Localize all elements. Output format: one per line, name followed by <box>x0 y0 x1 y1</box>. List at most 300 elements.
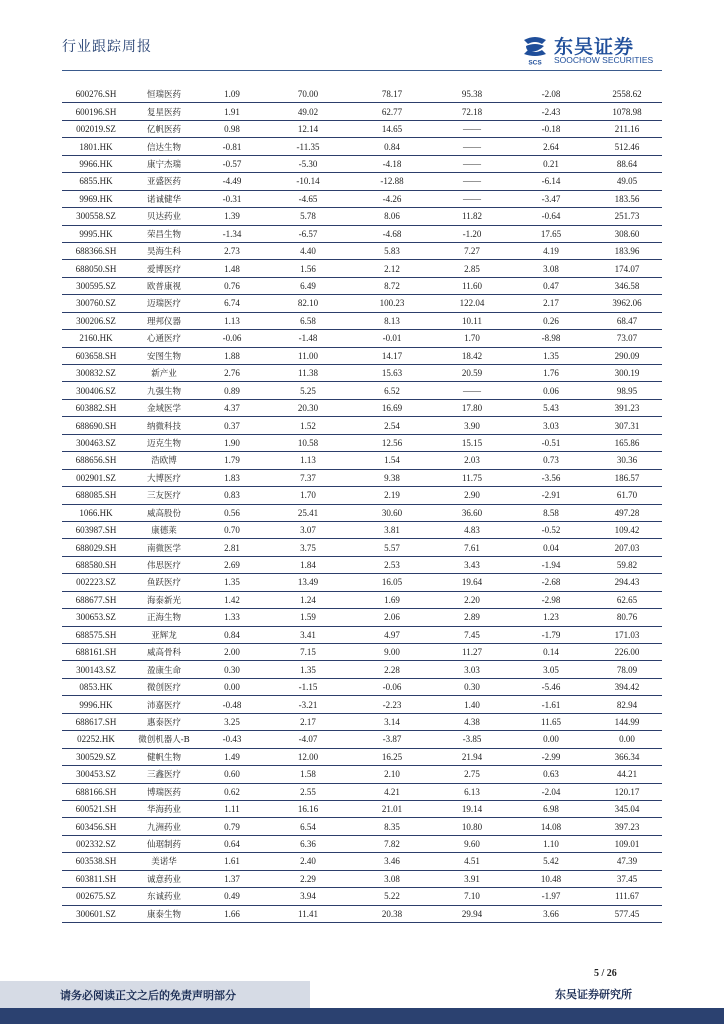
value-cell: 20.30 <box>266 399 350 416</box>
value-cell: 0.06 <box>510 382 592 399</box>
institute-name: 东吴证券研究所 <box>555 988 632 1001</box>
value-cell: -0.01 <box>350 330 434 347</box>
value-cell: 1.70 <box>266 487 350 504</box>
value-cell: 2558.62 <box>592 86 662 103</box>
value-cell: 7.82 <box>350 835 434 852</box>
value-cell: 3.05 <box>510 661 592 678</box>
company-name-cell: 康德莱 <box>130 521 198 538</box>
value-cell: 6.98 <box>510 800 592 817</box>
stock-code-cell: 688617.SH <box>62 713 130 730</box>
value-cell: -2.68 <box>510 574 592 591</box>
value-cell: 3.91 <box>434 870 510 887</box>
value-cell: 290.09 <box>592 347 662 364</box>
table-row <box>62 365 662 382</box>
value-cell: 11.00 <box>266 347 350 364</box>
table-row <box>62 644 662 661</box>
value-cell: 211.16 <box>592 120 662 137</box>
table-row <box>62 870 662 887</box>
value-cell: -8.98 <box>510 330 592 347</box>
value-cell: -0.06 <box>198 330 266 347</box>
table-row <box>62 452 662 469</box>
value-cell: 11.65 <box>510 713 592 730</box>
value-cell: 391.23 <box>592 399 662 416</box>
page-header <box>62 34 662 66</box>
stock-code-cell: 603456.SH <box>62 818 130 835</box>
value-cell: 25.41 <box>266 504 350 521</box>
value-cell: 2.69 <box>198 556 266 573</box>
value-cell: 20.59 <box>434 365 510 382</box>
value-cell: -1.48 <box>266 330 350 347</box>
value-cell: 1.76 <box>510 365 592 382</box>
company-name-cell: 纳微科技 <box>130 417 198 434</box>
value-cell: 2.64 <box>510 138 592 155</box>
table-row <box>62 295 662 312</box>
stock-code-cell: 688166.SH <box>62 783 130 800</box>
value-cell: 1.23 <box>510 609 592 626</box>
table-row <box>62 190 662 207</box>
value-cell: 0.60 <box>198 766 266 783</box>
stock-code-cell: 688656.SH <box>62 452 130 469</box>
value-cell: 6.74 <box>198 295 266 312</box>
table-row <box>62 103 662 120</box>
value-cell: 2.12 <box>350 260 434 277</box>
stock-code-cell: 6855.HK <box>62 173 130 190</box>
value-cell: 2.10 <box>350 766 434 783</box>
value-cell: —— <box>434 120 510 137</box>
value-cell: 11.75 <box>434 469 510 486</box>
value-cell: 1.48 <box>198 260 266 277</box>
value-cell: 37.45 <box>592 870 662 887</box>
stock-code-cell: 300143.SZ <box>62 661 130 678</box>
value-cell: 307.31 <box>592 417 662 434</box>
value-cell: 512.46 <box>592 138 662 155</box>
company-name-cell: 亚盛医药 <box>130 173 198 190</box>
value-cell: 11.41 <box>266 905 350 922</box>
table-row <box>62 469 662 486</box>
value-cell: -4.26 <box>350 190 434 207</box>
stock-code-cell: 300463.SZ <box>62 434 130 451</box>
stock-code-cell: 300558.SZ <box>62 208 130 225</box>
value-cell: —— <box>434 173 510 190</box>
value-cell: 3.25 <box>198 713 266 730</box>
value-cell: -0.64 <box>510 208 592 225</box>
value-cell: 4.38 <box>434 713 510 730</box>
value-cell: 2.54 <box>350 417 434 434</box>
value-cell: 5.43 <box>510 399 592 416</box>
value-cell: -0.57 <box>198 155 266 172</box>
stock-code-cell: 300601.SZ <box>62 905 130 922</box>
footer-disclaimer-box <box>0 981 310 1008</box>
value-cell: 0.98 <box>198 120 266 137</box>
value-cell: 11.27 <box>434 644 510 661</box>
value-cell: -1.94 <box>510 556 592 573</box>
value-cell: 14.65 <box>350 120 434 137</box>
table-row <box>62 434 662 451</box>
stock-valuation-table <box>62 86 662 923</box>
stock-code-cell: 300760.SZ <box>62 295 130 312</box>
value-cell: 171.03 <box>592 626 662 643</box>
value-cell: 78.17 <box>350 86 434 103</box>
value-cell: 0.79 <box>198 818 266 835</box>
value-cell: 2.40 <box>266 853 350 870</box>
value-cell: 6.36 <box>266 835 350 852</box>
table-row <box>62 330 662 347</box>
company-name-cell: 九强生物 <box>130 382 198 399</box>
value-cell: 1078.98 <box>592 103 662 120</box>
value-cell: 122.04 <box>434 295 510 312</box>
table-row <box>62 661 662 678</box>
company-name-cell: 微创机器人-B <box>130 731 198 748</box>
stock-code-cell: 002901.SZ <box>62 469 130 486</box>
value-cell: 3962.06 <box>592 295 662 312</box>
value-cell: -2.98 <box>510 591 592 608</box>
value-cell: 3.03 <box>510 417 592 434</box>
value-cell: 207.03 <box>592 539 662 556</box>
value-cell: 1.52 <box>266 417 350 434</box>
stock-code-cell: 02252.HK <box>62 731 130 748</box>
value-cell: 5.42 <box>510 853 592 870</box>
value-cell: 0.00 <box>510 731 592 748</box>
value-cell: 2.55 <box>266 783 350 800</box>
value-cell: 7.27 <box>434 242 510 259</box>
value-cell: -1.15 <box>266 678 350 695</box>
value-cell: 8.58 <box>510 504 592 521</box>
company-name-cell: 九洲药业 <box>130 818 198 835</box>
company-name-cell: 南微医学 <box>130 539 198 556</box>
logo-abbr-text: SCS <box>528 59 542 66</box>
value-cell: 186.57 <box>592 469 662 486</box>
value-cell: 3.66 <box>510 905 592 922</box>
value-cell: 0.89 <box>198 382 266 399</box>
company-name-cell: 威高骨科 <box>130 644 198 661</box>
value-cell: -3.56 <box>510 469 592 486</box>
value-cell: 18.42 <box>434 347 510 364</box>
value-cell: 1.66 <box>198 905 266 922</box>
company-name-cell: 理邦仪器 <box>130 312 198 329</box>
company-name-cell: 三鑫医疗 <box>130 766 198 783</box>
value-cell: 0.37 <box>198 417 266 434</box>
value-cell: 1.49 <box>198 748 266 765</box>
soochow-logo-icon <box>520 34 550 66</box>
value-cell: 2.73 <box>198 242 266 259</box>
value-cell: -0.51 <box>510 434 592 451</box>
table-row <box>62 678 662 695</box>
stock-code-cell: 603987.SH <box>62 521 130 538</box>
table-row <box>62 539 662 556</box>
company-name-cell: 安图生物 <box>130 347 198 364</box>
company-name-cell: 惠泰医疗 <box>130 713 198 730</box>
value-cell: 8.72 <box>350 277 434 294</box>
value-cell: 294.43 <box>592 574 662 591</box>
table-row <box>62 591 662 608</box>
value-cell: 1.59 <box>266 609 350 626</box>
logo-chinese-name: 东吴证券 <box>554 36 635 58</box>
stock-code-cell: 300653.SZ <box>62 609 130 626</box>
value-cell: 10.58 <box>266 434 350 451</box>
value-cell: 1.83 <box>198 469 266 486</box>
value-cell: 82.94 <box>592 696 662 713</box>
value-cell: 346.58 <box>592 277 662 294</box>
value-cell: -2.04 <box>510 783 592 800</box>
value-cell: 1.56 <box>266 260 350 277</box>
value-cell: 120.17 <box>592 783 662 800</box>
stock-code-cell: 300406.SZ <box>62 382 130 399</box>
value-cell: 8.13 <box>350 312 434 329</box>
table-row <box>62 888 662 905</box>
value-cell: -3.85 <box>434 731 510 748</box>
value-cell: 1.40 <box>434 696 510 713</box>
company-name-cell: 美诺华 <box>130 853 198 870</box>
value-cell: 49.05 <box>592 173 662 190</box>
value-cell: 1.58 <box>266 766 350 783</box>
table-row <box>62 609 662 626</box>
value-cell: 9.00 <box>350 644 434 661</box>
value-cell: 0.63 <box>510 766 592 783</box>
value-cell: 1.88 <box>198 347 266 364</box>
value-cell: -0.43 <box>198 731 266 748</box>
value-cell: 2.19 <box>350 487 434 504</box>
company-name-cell: 健帆生物 <box>130 748 198 765</box>
value-cell: 2.17 <box>510 295 592 312</box>
table-row <box>62 800 662 817</box>
stock-code-cell: 002332.SZ <box>62 835 130 852</box>
logo-english-name: SOOCHOW SECURITIES <box>554 55 654 65</box>
company-name-cell: 沛嘉医疗 <box>130 696 198 713</box>
value-cell: —— <box>434 190 510 207</box>
stock-code-cell: 603658.SH <box>62 347 130 364</box>
value-cell: 1.69 <box>350 591 434 608</box>
value-cell: 3.75 <box>266 539 350 556</box>
value-cell: 0.73 <box>510 452 592 469</box>
value-cell: 1.09 <box>198 86 266 103</box>
value-cell: -4.49 <box>198 173 266 190</box>
stock-code-cell: 9995.HK <box>62 225 130 242</box>
table-row <box>62 487 662 504</box>
value-cell: 80.76 <box>592 609 662 626</box>
value-cell: 1.35 <box>198 574 266 591</box>
stock-code-cell: 688029.SH <box>62 539 130 556</box>
value-cell: 109.01 <box>592 835 662 852</box>
value-cell: 6.49 <box>266 277 350 294</box>
value-cell: 4.97 <box>350 626 434 643</box>
value-cell: 144.99 <box>592 713 662 730</box>
value-cell: 0.62 <box>198 783 266 800</box>
value-cell: 0.30 <box>434 678 510 695</box>
value-cell: 4.40 <box>266 242 350 259</box>
value-cell: 3.90 <box>434 417 510 434</box>
value-cell: -0.52 <box>510 521 592 538</box>
value-cell: 14.17 <box>350 347 434 364</box>
value-cell: 0.30 <box>198 661 266 678</box>
value-cell: 12.14 <box>266 120 350 137</box>
value-cell: 21.01 <box>350 800 434 817</box>
value-cell: —— <box>434 382 510 399</box>
value-cell: -2.08 <box>510 86 592 103</box>
table-row <box>62 626 662 643</box>
value-cell: 11.38 <box>266 365 350 382</box>
company-name-cell: 三友医疗 <box>130 487 198 504</box>
company-name-cell: 浩欧博 <box>130 452 198 469</box>
value-cell: 11.60 <box>434 277 510 294</box>
value-cell: 111.67 <box>592 888 662 905</box>
value-cell: -1.61 <box>510 696 592 713</box>
value-cell: 12.00 <box>266 748 350 765</box>
stock-code-cell: 688366.SH <box>62 242 130 259</box>
company-name-cell: 金域医学 <box>130 399 198 416</box>
value-cell: 0.14 <box>510 644 592 661</box>
value-cell: -5.46 <box>510 678 592 695</box>
value-cell: 2.03 <box>434 452 510 469</box>
value-cell: 2.06 <box>350 609 434 626</box>
value-cell: 4.21 <box>350 783 434 800</box>
stock-code-cell: 688050.SH <box>62 260 130 277</box>
company-name-cell: 微创医疗 <box>130 678 198 695</box>
value-cell: -6.57 <box>266 225 350 242</box>
company-name-cell: 康泰生物 <box>130 905 198 922</box>
value-cell: 7.10 <box>434 888 510 905</box>
table-row <box>62 731 662 748</box>
company-name-cell: 信达生物 <box>130 138 198 155</box>
value-cell: 14.08 <box>510 818 592 835</box>
value-cell: 17.80 <box>434 399 510 416</box>
table-row <box>62 173 662 190</box>
company-name-cell: 亿帆医药 <box>130 120 198 137</box>
value-cell: 6.13 <box>434 783 510 800</box>
stock-code-cell: 300529.SZ <box>62 748 130 765</box>
value-cell: 1.39 <box>198 208 266 225</box>
company-name-cell: 欧普康视 <box>130 277 198 294</box>
value-cell: 2.85 <box>434 260 510 277</box>
value-cell: 1.79 <box>198 452 266 469</box>
stock-code-cell: 1066.HK <box>62 504 130 521</box>
stock-code-cell: 9966.HK <box>62 155 130 172</box>
table-row <box>62 277 662 294</box>
value-cell: 397.23 <box>592 818 662 835</box>
value-cell: 82.10 <box>266 295 350 312</box>
company-name-cell: 诚意药业 <box>130 870 198 887</box>
value-cell: 73.07 <box>592 330 662 347</box>
stock-code-cell: 300206.SZ <box>62 312 130 329</box>
value-cell: -5.30 <box>266 155 350 172</box>
value-cell: -0.81 <box>198 138 266 155</box>
value-cell: 0.26 <box>510 312 592 329</box>
value-cell: 7.45 <box>434 626 510 643</box>
value-cell: —— <box>434 138 510 155</box>
company-name-cell: 昊海生科 <box>130 242 198 259</box>
value-cell: 9.38 <box>350 469 434 486</box>
value-cell: 6.54 <box>266 818 350 835</box>
value-cell: 577.45 <box>592 905 662 922</box>
value-cell: 183.96 <box>592 242 662 259</box>
value-cell: 4.19 <box>510 242 592 259</box>
company-name-cell: 荣昌生物 <box>130 225 198 242</box>
value-cell: 2.17 <box>266 713 350 730</box>
value-cell: 1.84 <box>266 556 350 573</box>
company-name-cell: 迈克生物 <box>130 434 198 451</box>
company-logo <box>520 34 662 66</box>
value-cell: 497.28 <box>592 504 662 521</box>
table-body <box>62 86 662 923</box>
value-cell: 3.43 <box>434 556 510 573</box>
value-cell: 30.36 <box>592 452 662 469</box>
page-number: 5 / 26 <box>594 968 617 979</box>
company-name-cell: 诺诚健华 <box>130 190 198 207</box>
table-row <box>62 399 662 416</box>
value-cell: 5.25 <box>266 382 350 399</box>
value-cell: 1.37 <box>198 870 266 887</box>
stock-code-cell: 688690.SH <box>62 417 130 434</box>
value-cell: —— <box>434 155 510 172</box>
value-cell: -2.43 <box>510 103 592 120</box>
value-cell: 44.21 <box>592 766 662 783</box>
value-cell: 4.51 <box>434 853 510 870</box>
value-cell: 251.73 <box>592 208 662 225</box>
value-cell: 88.64 <box>592 155 662 172</box>
value-cell: 2.81 <box>198 539 266 556</box>
table-row <box>62 208 662 225</box>
value-cell: 5.57 <box>350 539 434 556</box>
value-cell: 6.58 <box>266 312 350 329</box>
table-row <box>62 155 662 172</box>
value-cell: 3.08 <box>510 260 592 277</box>
value-cell: 174.07 <box>592 260 662 277</box>
value-cell: 3.14 <box>350 713 434 730</box>
value-cell: 10.48 <box>510 870 592 887</box>
value-cell: 1.61 <box>198 853 266 870</box>
stock-code-cell: 600521.SH <box>62 800 130 817</box>
value-cell: 0.49 <box>198 888 266 905</box>
value-cell: 10.11 <box>434 312 510 329</box>
value-cell: 1.42 <box>198 591 266 608</box>
value-cell: 70.00 <box>266 86 350 103</box>
value-cell: 62.77 <box>350 103 434 120</box>
company-name-cell: 仙琚制药 <box>130 835 198 852</box>
value-cell: 30.60 <box>350 504 434 521</box>
value-cell: 226.00 <box>592 644 662 661</box>
value-cell: -2.91 <box>510 487 592 504</box>
header-divider <box>62 70 662 71</box>
value-cell: 308.60 <box>592 225 662 242</box>
company-name-cell: 伟思医疗 <box>130 556 198 573</box>
value-cell: 21.94 <box>434 748 510 765</box>
value-cell: 1.54 <box>350 452 434 469</box>
value-cell: 5.22 <box>350 888 434 905</box>
value-cell: 7.15 <box>266 644 350 661</box>
value-cell: -2.23 <box>350 696 434 713</box>
stock-code-cell: 688161.SH <box>62 644 130 661</box>
value-cell: 68.47 <box>592 312 662 329</box>
table-row <box>62 347 662 364</box>
table-row <box>62 260 662 277</box>
value-cell: 0.84 <box>198 626 266 643</box>
value-cell: 6.52 <box>350 382 434 399</box>
value-cell: 15.15 <box>434 434 510 451</box>
value-cell: 0.83 <box>198 487 266 504</box>
value-cell: 62.65 <box>592 591 662 608</box>
value-cell: 95.38 <box>434 86 510 103</box>
value-cell: 0.21 <box>510 155 592 172</box>
company-name-cell: 恒瑞医药 <box>130 86 198 103</box>
value-cell: 1.90 <box>198 434 266 451</box>
value-cell: 2.53 <box>350 556 434 573</box>
value-cell: -3.21 <box>266 696 350 713</box>
company-name-cell: 贝达药业 <box>130 208 198 225</box>
value-cell: 1.13 <box>198 312 266 329</box>
stock-code-cell: 002019.SZ <box>62 120 130 137</box>
value-cell: -0.18 <box>510 120 592 137</box>
value-cell: 0.47 <box>510 277 592 294</box>
value-cell: 3.07 <box>266 521 350 538</box>
